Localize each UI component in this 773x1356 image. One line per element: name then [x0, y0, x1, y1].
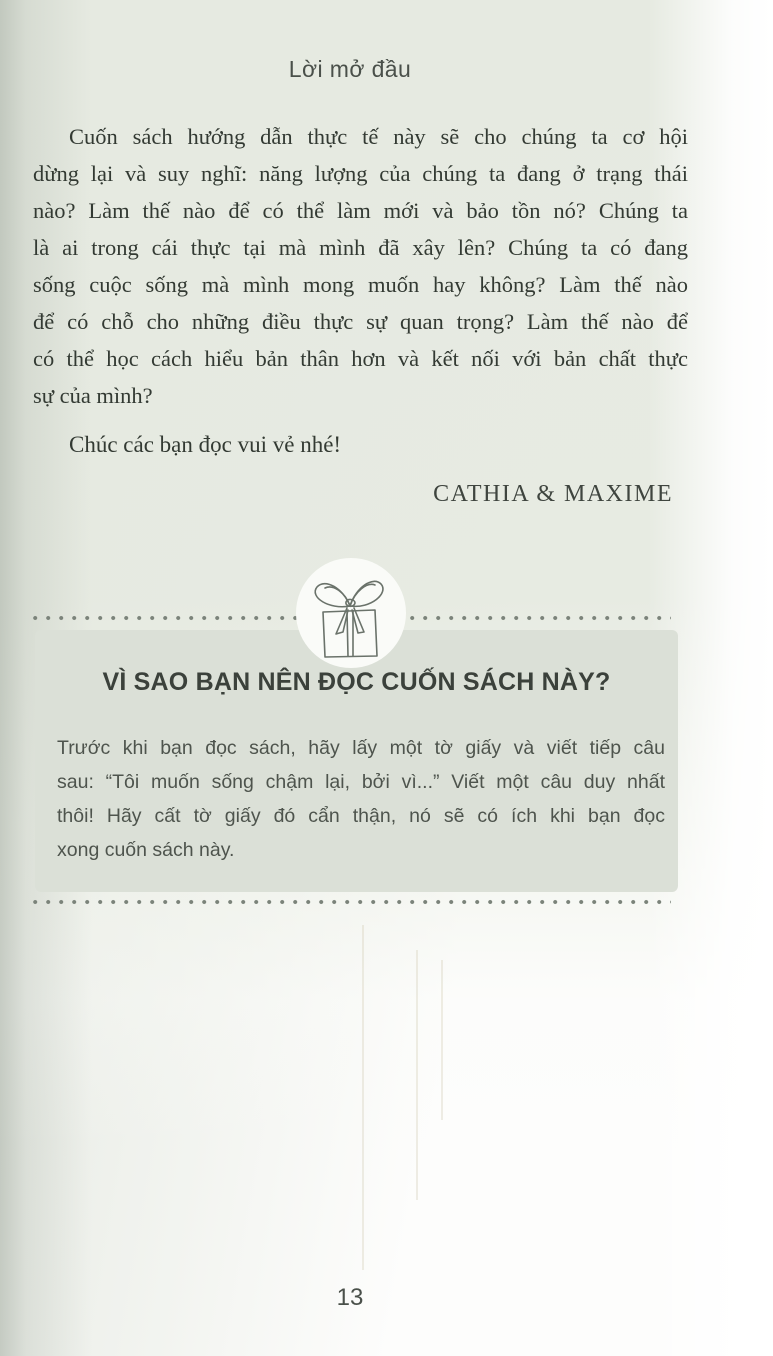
text-line: dừng lại và suy nghĩ: năng lượng của chúng ta đang ở trạng thái	[33, 161, 688, 186]
gift-icon	[303, 570, 398, 660]
text-line: xong cuốn sách này.	[57, 839, 235, 861]
text-line: nào? Làm thế nào để có thể làm mới và bảo tồn nó? Chúng ta	[33, 198, 688, 223]
scan-streak	[416, 950, 418, 1200]
page-header: Lời mở đầu	[288, 56, 412, 82]
page-number: 13	[336, 1284, 364, 1311]
callout-title: VÌ SAO BẠN NÊN ĐỌC CUỐN SÁCH NÀY?	[102, 668, 611, 696]
text-line: sau: “Tôi muốn sống chậm lại, bởi vì...” Viết một câu duy nhất	[57, 771, 665, 793]
intro-paragraph	[33, 118, 688, 414]
dotted-divider-bottom	[33, 899, 671, 905]
text-line: để có chỗ cho những điều thực sự quan trọng? Làm thế nào để	[33, 309, 688, 334]
text-line: là ai trong cái thực tại mà mình đã xây lên? Chúng ta có đang	[33, 235, 688, 260]
text-line: Trước khi bạn đọc sách, hãy lấy một tờ giấy và viết tiếp câu	[57, 737, 665, 759]
text-line: có thể học cách hiểu bản thân hơn và kết nối với bản chất thực	[33, 346, 688, 371]
text-line: sống cuộc sống mà mình mong muốn hay không? Làm thế nào	[33, 272, 688, 297]
scan-streak	[441, 960, 443, 1120]
callout-body	[57, 731, 665, 867]
closing-line: Chúc các bạn đọc vui vẻ nhé!	[69, 432, 342, 457]
text-line: sự của mình?	[33, 383, 153, 408]
scan-streak	[362, 925, 364, 1270]
text-line: thôi! Hãy cất tờ giấy đó cẩn thận, nó sẽ có ích khi bạn đọc	[57, 805, 665, 827]
text-line: Cuốn sách hướng dẫn thực tế này sẽ cho chúng ta cơ hội	[69, 124, 688, 149]
author-signature: CATHIA & MAXIME	[433, 481, 673, 507]
